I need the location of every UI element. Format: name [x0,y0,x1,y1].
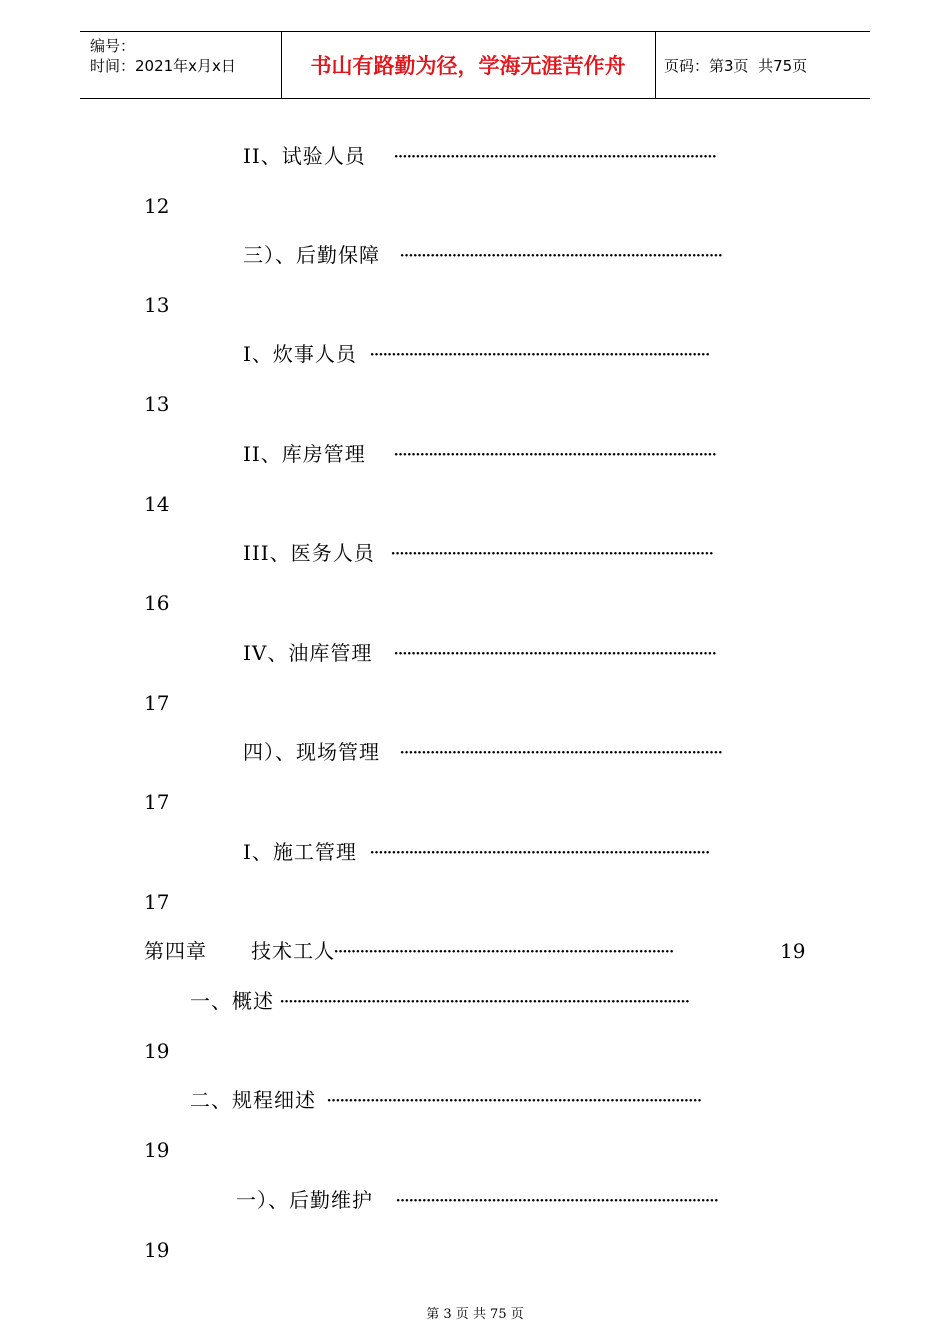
toc-entry-page: 17 [144,890,170,914]
toc-entry-title: I、炊事人员 [243,342,357,366]
leader-dots: ·············································································· [333,939,673,963]
toc-entry-page: 19 [780,939,806,963]
leader-dots: ······················································································ [326,1088,701,1112]
toc-entry-title: IV、油库管理 [243,641,373,665]
toc-entry-page: 16 [144,591,170,615]
leader-dots: ·············································································· [369,342,709,366]
toc-entry-page: 14 [144,492,170,516]
toc-entry-page: 17 [144,790,170,814]
leader-dots: ·········································································· [399,740,722,764]
toc-entry-title: II、试验人员 [243,144,366,168]
leader-dots: ·········································································· [393,144,716,168]
leader-dots: ·········································································· [393,641,716,665]
number-label: 编号： [90,37,136,55]
header-divider-right [655,32,656,98]
header-meta [90,36,236,76]
toc-entry-title: 三）、后勤保障 [243,243,380,267]
toc-entry-title: I、施工管理 [243,840,357,864]
toc-entry-page: 19 [144,1238,170,1262]
leader-dots: ·········································································· [390,541,713,565]
toc-entry-title: 一）、后勤维护 [236,1188,373,1212]
toc-entry-title: 四）、现场管理 [243,740,380,764]
toc-entry-page: 19 [144,1138,170,1162]
toc-entry-title: 一、概述 [190,989,274,1013]
toc-entry-title: 第四章 技术工人 [144,939,336,963]
toc-entry-title: II、库房管理 [243,442,366,466]
leader-dots: ·········································································· [399,243,722,267]
leader-dots: ·········································································· [393,442,716,466]
toc-entry-page: 13 [144,392,170,416]
header-motto: 书山有路勤为径，学海无涯苦作舟 [310,54,626,78]
toc-entry-page: 13 [144,293,170,317]
toc-entry-title: 二、规程细述 [190,1088,316,1112]
toc-entry-page: 12 [144,194,170,218]
leader-dots: ······························································································ [279,989,689,1013]
toc-entry-page: 17 [144,691,170,715]
time-label: 时间：2021年x月x日 [90,57,236,75]
toc-entry-page: 19 [144,1039,170,1063]
page-header [80,31,870,99]
leader-dots: ·········································································· [395,1188,718,1212]
page-footer: 第 3 页 共 75 页 [426,1307,524,1322]
toc-entry-title: III、医务人员 [243,541,375,565]
leader-dots: ·············································································· [369,840,709,864]
header-page-info: 页码：第3页 共75页 [664,56,808,75]
